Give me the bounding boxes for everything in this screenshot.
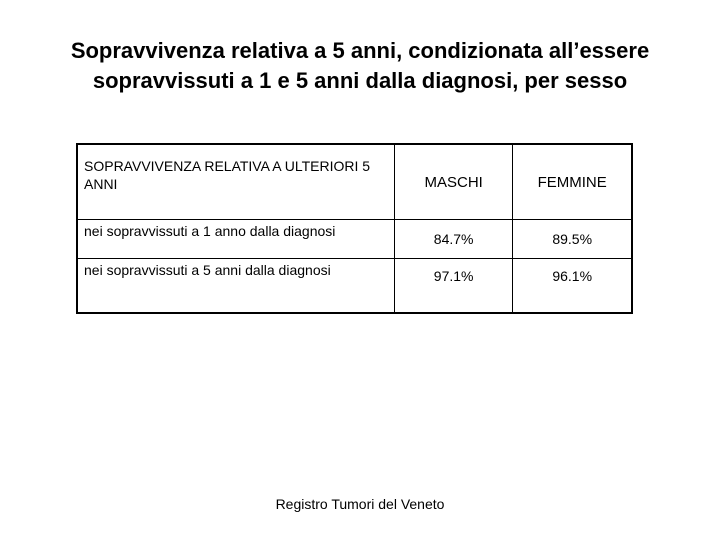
header-cell-label: SOPRAVVIVENZA RELATIVA A ULTERIORI 5 ANNI [77, 144, 394, 220]
page-title [0, 36, 720, 96]
header-cell-males: MASCHI [394, 144, 512, 220]
row-label-cell: nei sopravvissuti a 1 anno dalla diagnosi [77, 220, 394, 259]
females-value-cell: 96.1% [513, 259, 632, 314]
males-value-cell: 84.7% [394, 220, 512, 259]
table-row [77, 259, 632, 314]
table-header-row [77, 144, 632, 220]
table-row [77, 220, 632, 259]
females-value-cell: 89.5% [513, 220, 632, 259]
survival-table [76, 143, 633, 314]
source-footer: Registro Tumori del Veneto [275, 496, 445, 512]
title-line-1: Sopravvivenza relativa a 5 anni, condizionata all’essere [70, 38, 650, 63]
males-value-cell: 97.1% [394, 259, 512, 314]
title-line-2: sopravvissuti a 1 e 5 anni dalla diagnosi, per sesso [92, 68, 628, 93]
header-cell-females: FEMMINE [513, 144, 632, 220]
row-label-cell: nei sopravvissuti a 5 anni dalla diagnosi [77, 259, 394, 314]
